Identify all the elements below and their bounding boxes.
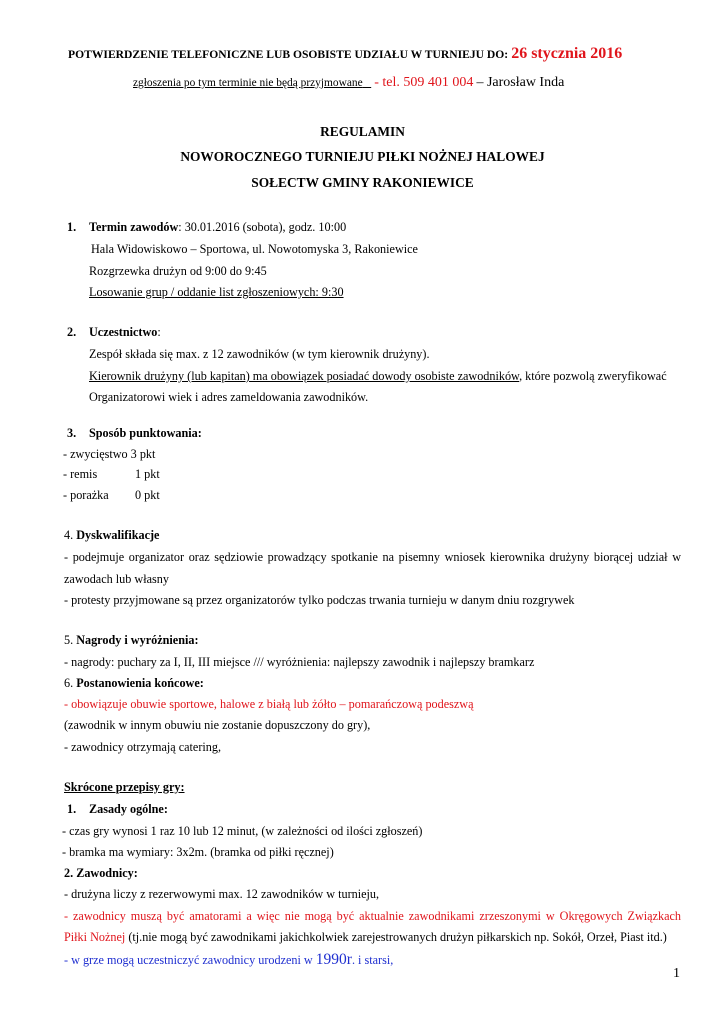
section-1-date: : 30.01.2016 (sobota), godz. 10:00 [178,220,347,234]
amateur-rule-red: Piłki Nożnej [64,930,126,944]
disqualification-text-1: - podejmuje organizator oraz sędziowie prowadzący spotkanie na pisemny wniosek kierownika drużyny biorącej udział w [64,550,681,564]
section-4-number: 4. [64,528,74,542]
page-number: 1 [673,966,680,981]
section-5-number: 5. [64,633,74,647]
team-size-text: Zespół składa się max. z 12 zawodników (w tym kierownik drużyny). [89,347,430,361]
confirmation-text: POTWIERDZENIE TELEFONICZNE LUB OSOBISTE UDZIAŁU W TURNIEJU DO: [68,48,509,61]
awards-text: - nagrody: puchary za I, II, III miejsce /// wyróżnienia: najlepszy zawodnik i najlepszy bramkarz [64,655,535,669]
phone-number: - tel. 509 401 004 [374,75,474,90]
points-draw-value: 1 pkt [135,467,160,481]
section-2-label: Uczestnictwo [89,325,158,339]
rules-heading: Skrócone przepisy gry: [64,780,185,794]
catering-text: - zawodnicy otrzymają catering, [64,740,222,754]
deadline-date: 26 stycznia 2016 [511,45,623,62]
section-6-heading [64,676,204,691]
protests-text: - protesty przyjmowane są przez organizatorów tylko podczas trwania turnieju w danym dniu rozgrywek [64,593,575,607]
points-loss-value: 0 pkt [135,488,160,502]
late-submission-note: zgłoszenia po tym terminie nie będą przyjmowane [133,77,363,89]
rules-1-label: Zasady ogólne: [89,802,168,816]
rules-2-label: 2. Zawodnicy: [64,866,138,880]
section-4-label: Dyskwalifikacje [76,528,160,542]
footwear-note: (zawodnik w innym obuwiu nie zostanie dopuszczony do gry), [64,718,371,732]
section-3-number: 3. [67,426,77,440]
draw-text: Losowanie grup / oddanie list zgłoszeniowych: 9:30 [89,285,344,299]
venue-text: Hala Widowiskowo – Sportowa, ul. Nowotomyska 3, Rakoniewice [91,242,418,256]
contact-person: – Jarosław Inda [476,75,565,90]
section-1-label: Termin zawodów [89,220,179,234]
section-5-heading [64,633,199,648]
section-5-label: Nagrody i wyróżnienia: [76,633,199,647]
section-1-heading [89,220,346,235]
footwear-rule: - obowiązuje obuwie sportowe, halowe z białą lub żółto – pomarańczową podeszwą [64,697,474,711]
goal-size-text: - bramka ma wymiary: 3x2m. (bramka od piłki ręcznej) [62,845,334,859]
amateur-rule-1: - zawodnicy muszą być amatorami a więc nie mogą być aktualnie zawodnikami zrzeszonymi w Okręgowych Związkach [64,909,681,923]
section-3-label: Sposób punktowania: [89,426,202,440]
game-time-text: - czas gry wynosi 1 raz 10 lub 12 minut, (w zależności od ilości zgłoszeń) [62,824,423,838]
points-draw: - remis [63,467,98,481]
rules-1-number: 1. [67,802,77,816]
warmup-text: Rozgrzewka drużyn od 9:00 do 9:45 [89,264,267,278]
id-requirement-text: Kierownik drużyny (lub kapitan) ma obowiązek posiadać dowody osobiste zawodników [89,369,520,383]
points-loss: - porażka [63,488,109,502]
points-win: - zwycięstwo 3 pkt [63,447,156,461]
section-6-number: 6. [64,676,74,690]
amateur-rule-2: Piłki Nożnej (tj.nie mogą być zawodnikami jakichkolwiek zarejestrowanych drużyn piłkarskich np. Sokół, Orzeł, Piast itd.) [64,930,667,944]
confirmation-line [68,46,622,62]
section-6-label: Postanowienia końcowe: [76,676,204,690]
doc-title-organizer: SOŁECTW GMINY RAKONIEWICE [251,175,474,190]
age-rule: - w grze mogą uczestniczyć zawodnicy urodzeni w 1990r. i starsi, [64,951,394,968]
birth-year: 1990r [315,951,352,968]
section-2-number: 2. [67,325,77,339]
section-1-number: 1. [67,220,77,234]
doc-title-regulamin: REGULAMIN [320,124,405,139]
late-submission-line [133,75,564,91]
verification-text: Organizatorowi wiek i adres zameldowania zawodników. [89,390,369,404]
squad-size-text: - drużyna liczy z rezerwowymi max. 12 zawodników w turnieju, [64,887,380,901]
section-2-heading: Uczestnictwo: [89,325,161,339]
doc-title-tournament: NOWOROCZNEGO TURNIEJU PIŁKI NOŻNEJ HALOWEJ [180,149,545,164]
disqualification-text-2: zawodach lub własny [64,572,169,586]
section-4-heading [64,528,159,543]
id-requirement-line: Kierownik drużyny (lub kapitan) ma obowiązek posiadać dowody osobiste zawodników, które pozwolą zweryfikować [89,369,667,383]
